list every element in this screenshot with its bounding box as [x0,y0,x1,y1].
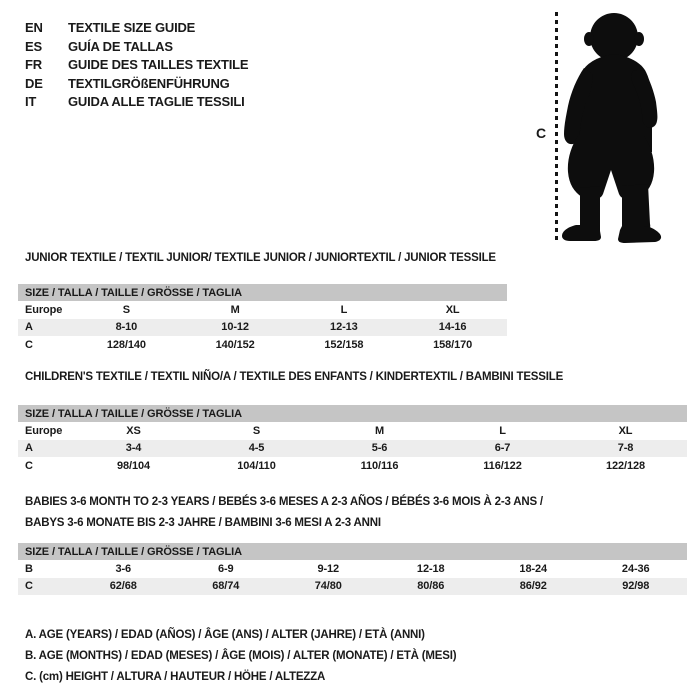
children-section-title: CHILDREN'S TEXTILE / TEXTIL NIÑO/A / TEXTILE DES ENFANTS / KINDERTEXTIL / BAMBINI TESSILE [25,371,564,383]
baby-height-figure [528,8,678,250]
table-cell: M [374,424,385,437]
table-cell: 80/86 [417,580,445,593]
row-label: C [25,338,33,351]
table-cell: L [340,303,348,316]
table-header-bar: SIZE / TALLA / TAILLE / GRÖSSE / TAGLIA [18,543,687,560]
table-cell: 6-9 [217,562,234,575]
table-cell: XL [445,303,460,316]
table-cell: 62/68 [109,580,137,593]
table-cell: 128/140 [106,338,146,351]
table-cell: 12-13 [330,321,358,334]
language-row-es [25,38,248,57]
junior-section-title: JUNIOR TEXTILE / TEXTIL JUNIOR/ TEXTILE JUNIOR / JUNIORTEXTIL / JUNIOR TESSILE [25,252,496,264]
table-row [18,457,687,474]
table-cell: 3-6 [115,562,132,575]
row-label: A [25,321,33,334]
legend-line-b: B. AGE (MONTHS) / EDAD (MESES) / ÂGE (MOIS) / ALTER (MONATE) / ETÀ (MESI) [25,650,457,662]
table-row [18,319,507,336]
table-cell: S [122,303,130,316]
baby-silhouette-icon [556,10,664,244]
language-row-fr [25,56,248,75]
row-label: C [25,580,33,593]
table-cell: 74/80 [314,580,342,593]
row-label: B [25,562,33,575]
table-cell: 110/116 [360,459,399,472]
table-cell: 7-8 [617,442,634,455]
table-cell: 3-4 [125,442,142,455]
table-row [18,578,687,595]
table-row [18,336,507,353]
table-cell: 152/158 [324,338,364,351]
babies-title-line-2: BABYS 3-6 MONATE BIS 2-3 JAHRE / BAMBINI 3-6 MESI A 2-3 ANNI [25,517,381,529]
table-cell: 86/92 [519,580,547,593]
language-list [25,19,248,112]
table-cell: 68/74 [212,580,240,593]
language-title: GUIDA ALLE TAGLIE TESSILI [68,94,245,109]
table-cell: 24-36 [621,562,650,575]
table-row [18,301,507,318]
language-code: DE [25,75,43,91]
table-cell: 158/170 [433,338,473,351]
table-cell: S [252,424,261,437]
table-cell: 92/98 [622,580,650,593]
row-label: Europe [25,303,63,316]
babies-title-line-1: BABIES 3-6 MONTH TO 2-3 YEARS / BEBÉS 3-6 MESES A 2-3 AÑOS / BÉBÉS 3-6 MOIS À 2-3 ANS / [25,496,543,508]
language-row-de [25,75,248,94]
language-code: ES [25,38,42,54]
legend-line-a: A. AGE (YEARS) / EDAD (AÑOS) / ÂGE (ANS) / ALTER (JAHRE) / ETÀ (ANNI) [25,629,425,641]
table-cell: 14-16 [438,321,467,334]
table-cell: 6-7 [494,442,511,455]
row-label: Europe [25,424,63,437]
babies-section-title [25,492,585,534]
language-title: GUIDE DES TAILLES TEXTILE [68,57,249,72]
language-title: GUÍA DE TALLAS [68,38,173,54]
table-cell: 5-6 [371,442,388,455]
language-code: EN [25,20,43,35]
row-label: C [25,459,33,472]
language-code: IT [25,94,37,109]
table-row [18,560,687,577]
table-cell: L [499,424,506,437]
language-code: FR [25,57,42,72]
table-cell: 10-12 [221,321,249,334]
language-title: TEXTILGRÖßENFÜHRUNG [68,75,230,91]
language-row-it [25,93,248,112]
table-cell: 12-18 [416,562,445,575]
table-cell: M [230,303,240,316]
language-row-en [25,19,248,38]
table-cell: 9-12 [317,562,340,575]
table-header-bar: SIZE / TALLA / TAILLE / GRÖSSE / TAGLIA [18,405,687,422]
table-row [18,440,687,457]
table-cell: 116/122 [483,459,522,472]
table-cell: 98/104 [116,459,151,472]
table-cell: 4-5 [248,442,265,455]
table-row [18,422,687,439]
table-cell: 140/152 [215,338,255,351]
height-measure-label: C [536,125,547,141]
table-cell: XS [126,424,141,437]
table-cell: 104/110 [237,459,276,472]
table-header-bar: SIZE / TALLA / TAILLE / GRÖSSE / TAGLIA [18,284,507,301]
table-cell: XL [618,424,633,437]
language-title: TEXTILE SIZE GUIDE [68,20,196,35]
junior-size-table [18,284,507,353]
table-cell: 8-10 [115,321,138,334]
measurement-legend [25,625,456,688]
table-cell: 18-24 [519,562,548,575]
children-size-table [18,405,687,474]
row-label: A [25,442,33,455]
legend-line-c: C. (cm) HEIGHT / ALTURA / HAUTEUR / HÖHE / ALTEZZA [25,671,326,683]
babies-size-table [18,543,687,595]
table-cell: 122/128 [605,459,646,472]
